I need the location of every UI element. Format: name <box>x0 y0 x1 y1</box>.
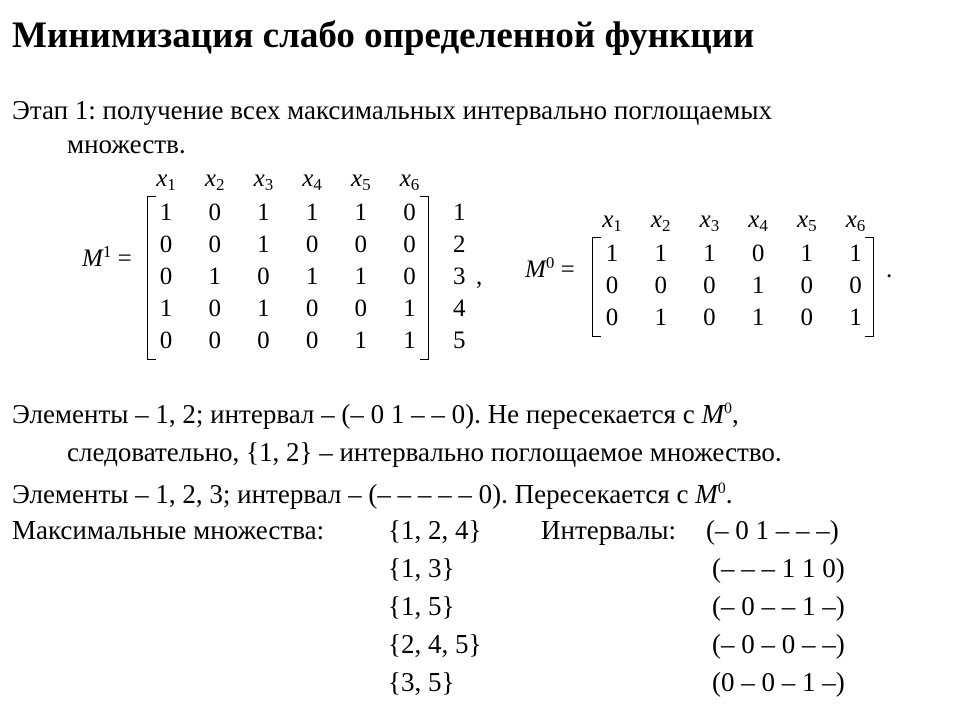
matrix_m0-cell: 0 <box>605 272 619 299</box>
matrix_m0-header-x6: $x_6$ <box>845 206 866 235</box>
matrix_m1-row-label: 1 <box>453 199 466 226</box>
max-set: {3, 5} <box>388 667 455 697</box>
matrix_m1-header-x3: $x_3$ <box>253 165 274 194</box>
matrix_m0-cell: 1 <box>654 304 667 331</box>
max-set-interval: (– – – 1 1 0) <box>712 553 845 583</box>
max-set: {2, 4, 5} <box>388 629 482 659</box>
matrix_m0-cell: 0 <box>703 304 716 331</box>
matrix_m0-cell: 1 <box>751 304 765 331</box>
matrix-m0-suffix: . <box>886 256 893 283</box>
stage-line-1: Этап 1: получение всех максимальных интервально поглощаемых <box>12 95 772 125</box>
matrix_m1-cell: 0 <box>403 263 416 290</box>
stage-line-2: множеств. <box>67 129 186 159</box>
matrix_m1-cell: 0 <box>159 263 173 290</box>
max-set-interval: (– 0 – – 1 –) <box>712 591 845 621</box>
matrix_m0-cell: 1 <box>849 304 862 331</box>
max-set: {1, 5} <box>388 591 455 621</box>
matrix_m1-cell: 0 <box>257 263 270 290</box>
matrix_m1-cell: 1 <box>257 231 270 258</box>
matrix_m1-cell: 0 <box>403 231 416 258</box>
matrix_m0-cell: 1 <box>849 240 862 267</box>
matrix_m1-cell: 0 <box>354 231 368 258</box>
matrix_m1-cell: 1 <box>208 263 221 290</box>
matrix_m1-cell: 1 <box>159 199 173 226</box>
matrix_m1-header-x6: $x_6$ <box>399 165 420 194</box>
matrix_m0-cell: 0 <box>849 272 862 299</box>
matrix_m1-cell: 1 <box>257 295 270 322</box>
matrix_m1-header-x5: $x_5$ <box>350 165 371 194</box>
matrix_m1-cell: 1 <box>354 199 368 226</box>
matrix_m1-cell: 0 <box>208 199 221 226</box>
matrix_m1-cell: 0 <box>208 295 221 322</box>
matrix_m0-cell: 0 <box>703 272 716 299</box>
matrix_m0-header-x5: $x_5$ <box>796 206 817 235</box>
para1-line-2: следовательно, {1, 2} – интервально поглощаемое множество. <box>67 437 782 467</box>
matrix-m1-suffix: , <box>476 263 483 290</box>
max-set: {1, 3} <box>388 553 455 583</box>
max-set-interval: (– 0 – 0 – –) <box>712 629 845 659</box>
matrix_m0-header-x3: $x_3$ <box>699 206 720 235</box>
max-set-interval: (0 – 0 – 1 –) <box>712 667 845 697</box>
matrix_m1-cell: 1 <box>354 327 368 354</box>
matrix_m0-cell: 0 <box>654 272 667 299</box>
matrix_m1-cell: 0 <box>159 231 173 258</box>
max-sets-label: Максимальные множества: <box>12 515 325 545</box>
matrix_m1-cell: 0 <box>208 327 221 354</box>
matrix_m1-cell: 1 <box>305 199 319 226</box>
matrix_m1-header-x4: $x_4$ <box>302 165 322 194</box>
matrix_m1-cell: 1 <box>159 295 173 322</box>
matrix-m0-label: $M^0$ = <box>525 253 575 283</box>
max-set-interval: (– 0 1 – – –) <box>706 515 839 545</box>
matrix_m0-cell: 0 <box>751 240 765 267</box>
matrix_m0-cell: 0 <box>800 272 814 299</box>
matrix_m1-cell: 1 <box>403 327 416 354</box>
matrix_m1-cell: 0 <box>403 199 416 226</box>
matrix_m1-cell: 1 <box>305 263 319 290</box>
matrix_m0-cell: 1 <box>605 240 619 267</box>
matrix_m0-header-x2: $x_2$ <box>650 206 671 235</box>
matrix_m1-row-label: 2 <box>453 231 466 258</box>
matrix_m1-cell: 0 <box>305 231 319 258</box>
matrix_m1-header-x2: $x_2$ <box>204 165 225 194</box>
matrix_m1-cell: 0 <box>257 327 270 354</box>
matrix_m0-cell: 1 <box>703 240 716 267</box>
matrix_m1-cell: 0 <box>354 295 368 322</box>
matrix_m1-cell: 0 <box>208 231 221 258</box>
matrix_m0-cell: 1 <box>751 272 765 299</box>
matrix_m1-cell: 0 <box>305 327 319 354</box>
matrix_m1-cell: 1 <box>257 199 270 226</box>
matrix_m1-row-label: 3 <box>453 263 466 290</box>
matrix_m1-cell: 0 <box>159 327 173 354</box>
matrix_m0-header-x1: $x_1$ <box>602 206 622 235</box>
matrix_m0-cell: 0 <box>605 304 619 331</box>
matrix_m1-row-label: 4 <box>453 295 466 322</box>
matrix_m1-header-x1: $x_1$ <box>156 165 176 194</box>
matrix_m1-row-label: 5 <box>453 327 466 354</box>
matrix_m1-cell: 0 <box>305 295 319 322</box>
matrix-m1-label: $M^1$ = <box>82 242 132 272</box>
page-title: Минимизация слабо определенной функции <box>12 15 755 56</box>
matrix_m0-cell: 1 <box>654 240 667 267</box>
para1-line-1: Элементы – 1, 2; интервал – (– 0 1 – – 0). Не пересекается с $M^0$, <box>12 399 739 429</box>
intervals-label: Интервалы: <box>541 515 676 545</box>
matrix_m0-cell: 1 <box>800 240 814 267</box>
matrix_m0-cell: 0 <box>800 304 814 331</box>
max-set: {1, 2, 4} <box>388 515 482 545</box>
matrix_m0-header-x4: $x_4$ <box>748 206 768 235</box>
matrix_m1-cell: 1 <box>354 263 368 290</box>
matrix_m1-cell: 1 <box>403 295 416 322</box>
para2-line: Элементы – 1, 2, 3; интервал – (– – – – – 0). Пересекается с $M^0$. <box>12 479 733 509</box>
